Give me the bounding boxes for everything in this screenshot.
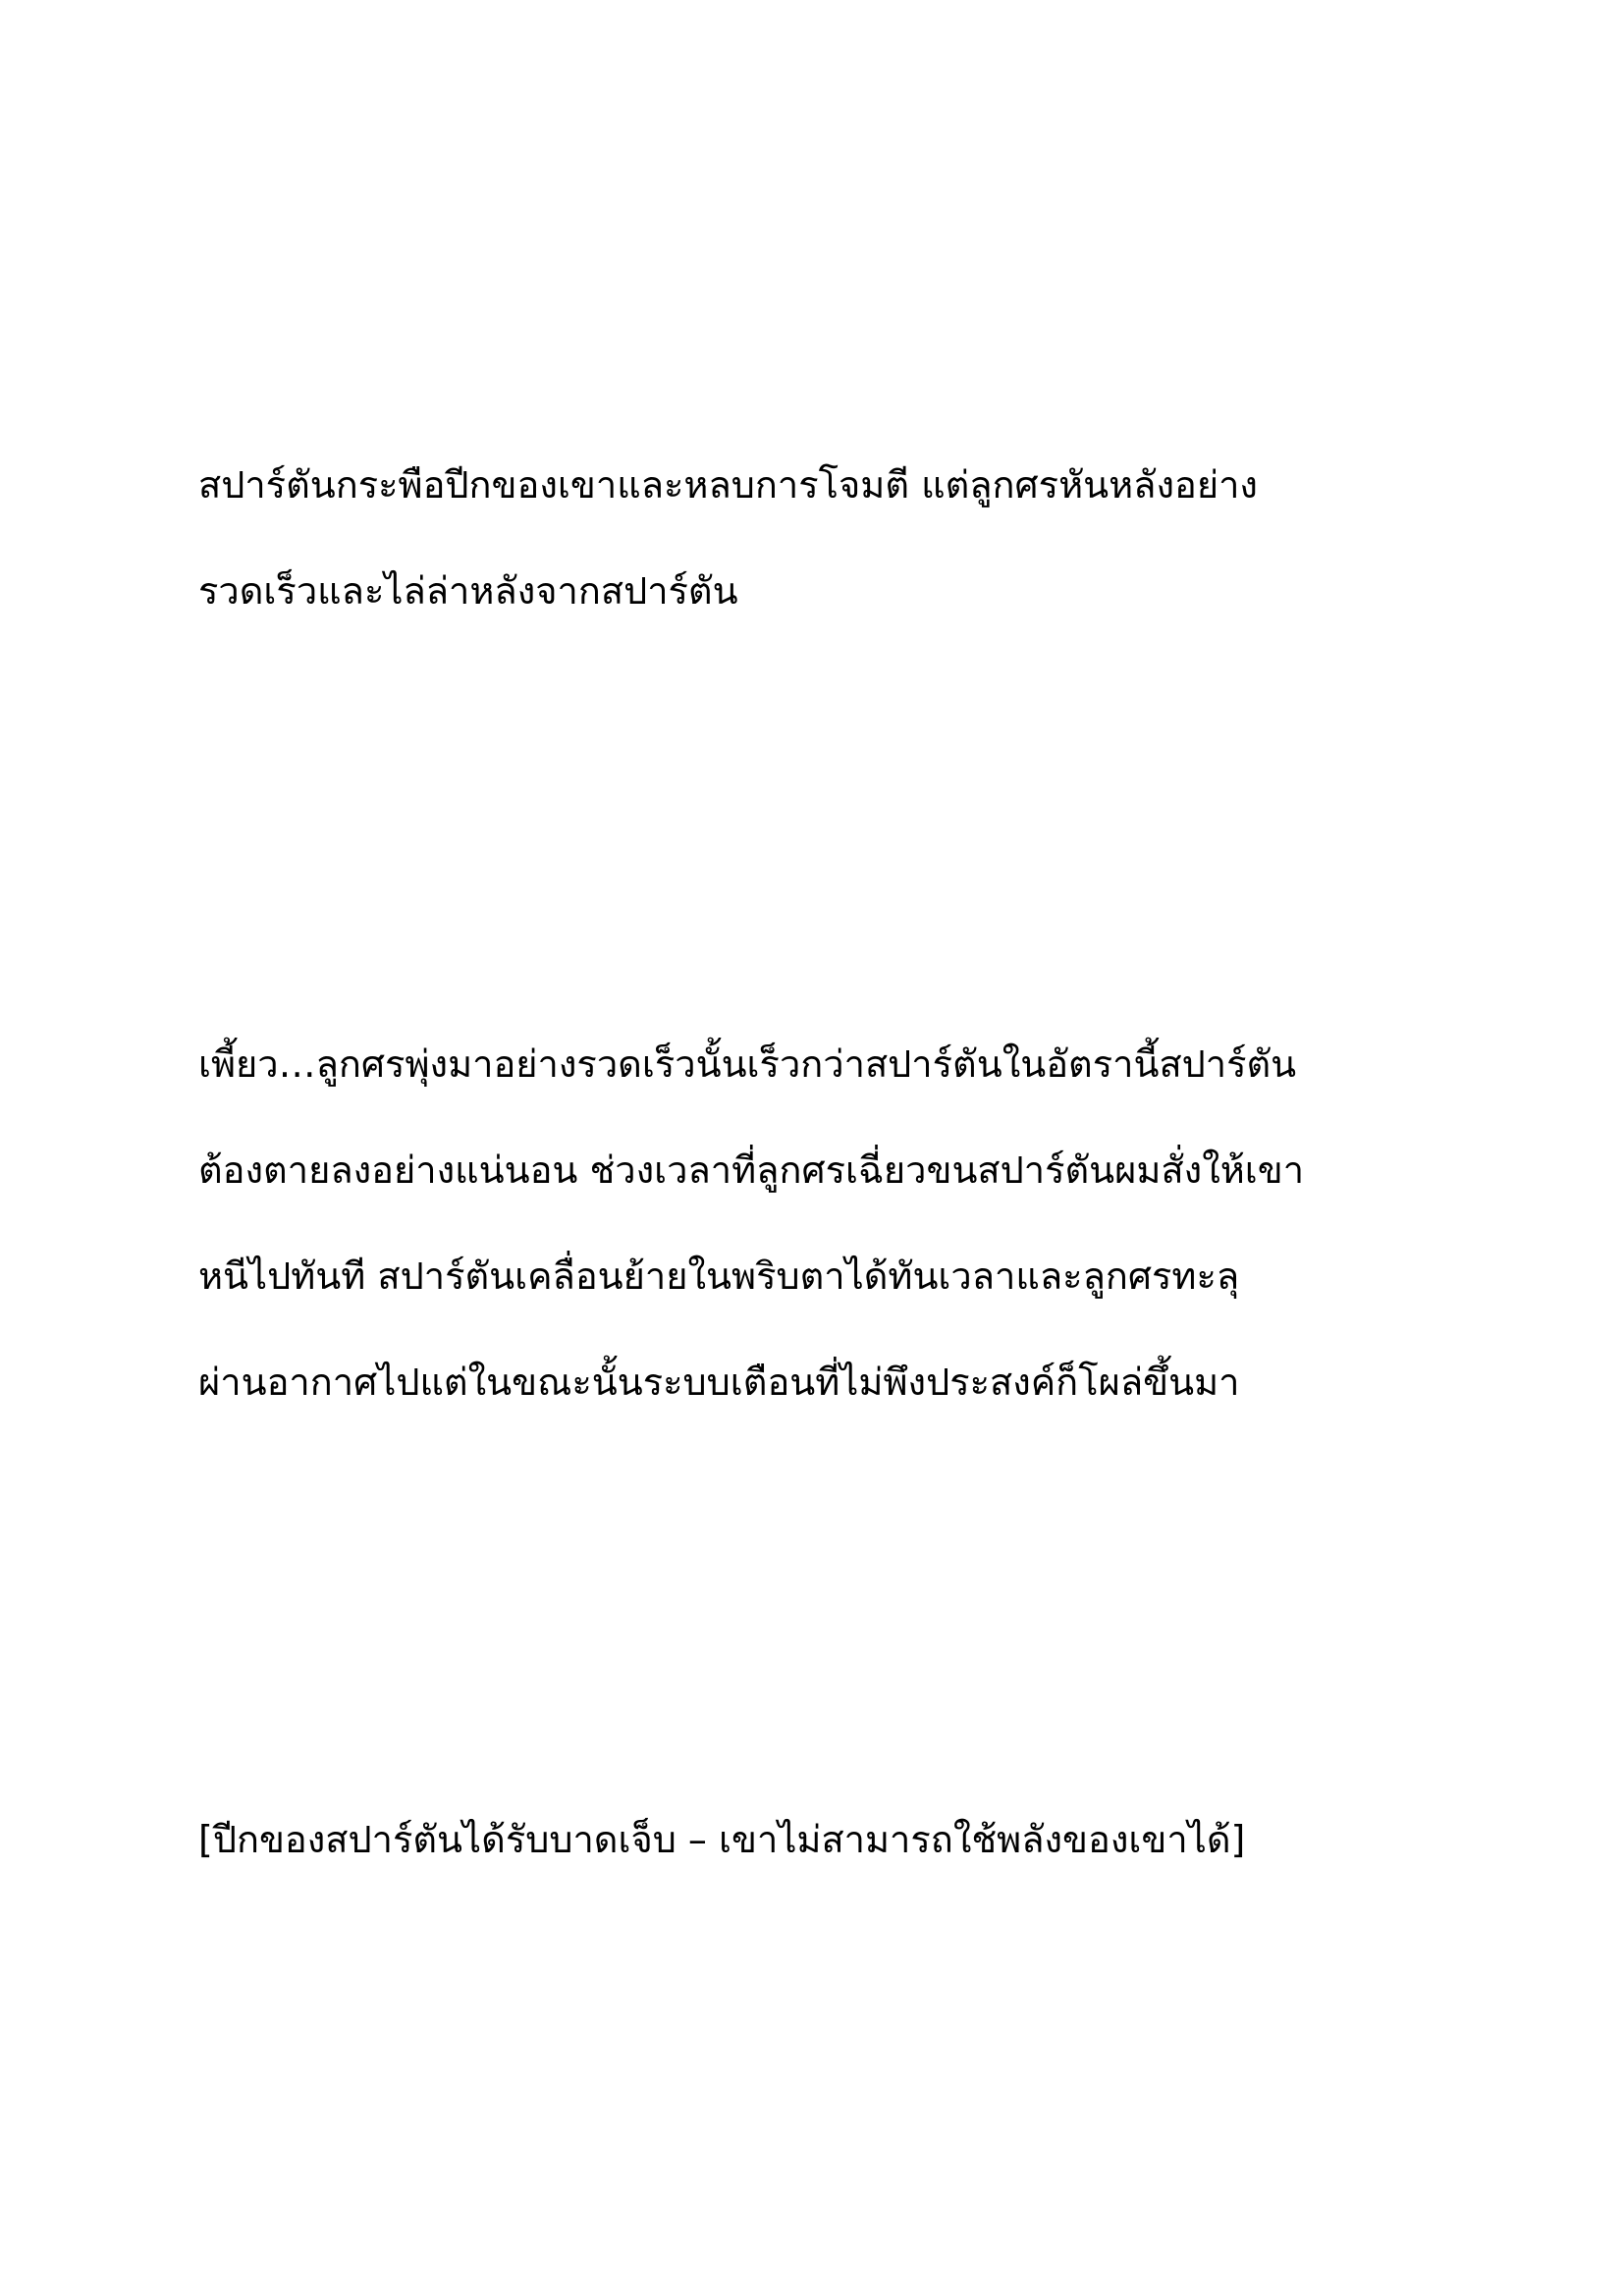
text-line: สปาร์ตันกระพือปีกของเขาและหลบการโจมตี แต่ลูกศรหันหลังอย่าง: [198, 463, 1258, 507]
paragraph-arrow-escape: [198, 1011, 1475, 1435]
text-line: รวดเร็วและไล่ล่าหลังจากสปาร์ตัน: [198, 569, 738, 613]
text-line: ผ่านอากาศไปแต่ในขณะนั้นระบบเตือนที่ไม่พึงประสงค์ก็โผล่ขึ้นมา: [198, 1361, 1240, 1404]
text-line: ต้องตายลงอย่างแน่นอน ช่วงเวลาที่ลูกศรเฉี่ยวขนสปาร์ตันผมสั่งให้เขา: [198, 1148, 1305, 1192]
text-line: หนีไปทันที สปาร์ตันเคลื่อนย้ายในพริบตาได้ทันเวลาและลูกศรทะลุ: [198, 1255, 1240, 1298]
text-line: เพี้ยว…ลูกศรพุ่งมาอย่างรวดเร็วนั้นเร็วกว่าสปาร์ตันในอัตรานี้สปาร์ตัน: [198, 1042, 1297, 1086]
paragraph-spartan-dodge: [198, 432, 1475, 644]
text-line: [ปีกของสปาร์ตันได้รับบาดเจ็บ – เขาไม่สามารถใช้พลังของเขาได้]: [198, 1818, 1246, 1861]
system-notification: [198, 1787, 1475, 1893]
